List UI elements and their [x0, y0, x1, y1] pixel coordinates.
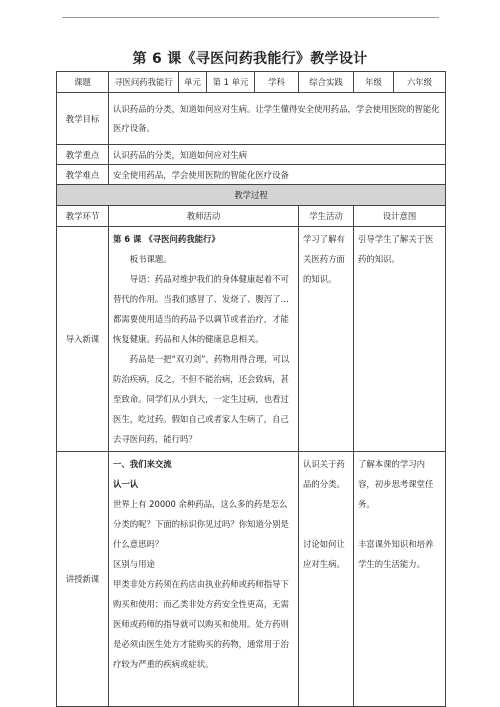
intro-heading: 第 6 课 《寻医问药我能行》 — [113, 234, 220, 244]
unit-label: 单元 — [179, 72, 207, 93]
lecture-intent — [354, 452, 446, 707]
goal-text: 认识药品的分类，知道如何应对生病。让学生懂得安全使用药品，学会使用医院的智能化医疗设备。 — [109, 93, 446, 145]
grade-label: 年级 — [354, 72, 394, 93]
grade-value: 六年级 — [394, 72, 446, 93]
lecture-intent-2: 丰富课外知识和培养学生的生活能力。 — [358, 539, 434, 569]
col-intent: 设计意图 — [354, 206, 446, 227]
subject-label: 学科 — [255, 72, 299, 93]
intro-row — [57, 227, 446, 452]
process-header: 教学过程 — [57, 185, 446, 206]
key-text: 认识药品的分类，知道如何应对生病 — [109, 145, 446, 165]
lecture-student-1: 认识关于药品的分类。 — [303, 459, 345, 489]
topic-value: 寻医问药我能行 — [109, 72, 179, 93]
topic-label: 课题 — [57, 72, 109, 93]
lecture-p1: 世界上有 20000 余种药品，这么多的药是怎么分类的呢？下面的标识你见过吗？你知道分别是什么意思吗？ — [113, 499, 289, 549]
lecture-section: 一、我们来交流 — [113, 459, 172, 469]
lecture-row — [57, 452, 446, 707]
difficulty-row — [57, 165, 446, 185]
process-header-row — [57, 185, 446, 206]
lecture-intent-1: 了解本课的学习内容，初步思考课堂任务。 — [358, 459, 434, 509]
intro-p3: 药品是一把“双刃剑”，药物用得合理，可以防治疾病，反之，不但不能治病，还会致病，甚至致命。同学们从小到大，一定生过病，也看过医生，吃过药。假如自己或者家人生病了，自己去寻医问药，能行吗？ — [113, 354, 290, 444]
info-row — [57, 72, 446, 93]
goal-label: 教学目标 — [57, 93, 109, 145]
intro-student: 学习了解有关医药方面的知识。 — [299, 227, 354, 452]
lecture-sub: 认一认 — [113, 479, 139, 489]
lecture-teacher — [109, 452, 299, 707]
key-label: 教学重点 — [57, 145, 109, 165]
lecture-student — [299, 452, 354, 707]
intro-intent: 引导学生了解关于医药的知识。 — [354, 227, 446, 452]
subject-value: 综合实践 — [299, 72, 354, 93]
page-title: 第 6 课《寻医问药我能行》教学设计 — [132, 51, 368, 67]
lecture-student-2: 讨论如何让应对生病。 — [303, 539, 345, 569]
lecture-p3: 甲类非处方药须在药店由执业药师或药师指导下购买和使用；而乙类非处方药安全性更高，无需医师或药师的指导就可以购买和使用。处方药则是必须由医生处方才能购买的药物，通常用于治疗较为严重的疾病或症状。 — [113, 579, 289, 669]
intro-stage: 导入新课 — [57, 227, 109, 452]
col-teacher: 教师活动 — [109, 206, 299, 227]
col-stage: 教学环节 — [57, 206, 109, 227]
difficulty-text: 安全使用药品，学会使用医院的智能化医疗设备 — [109, 165, 446, 185]
intro-teacher — [109, 227, 299, 452]
intro-p2: 导语：药品对维护我们的身体健康起着不可替代的作用。当我们感冒了、发烧了、腹泻了…都需要使用适当的药品予以调节或者治疗，才能恢复健康。药品和人体的健康息息相关。 — [113, 274, 289, 344]
column-header-row — [57, 206, 446, 227]
lecture-p2: 区别与用途 — [113, 559, 155, 569]
unit-value: 第 1 单元 — [207, 72, 255, 93]
goal-row — [57, 93, 446, 145]
col-student: 学生活动 — [299, 206, 354, 227]
difficulty-label: 教学难点 — [57, 165, 109, 185]
lesson-plan-table — [56, 71, 446, 707]
lecture-stage: 讲授新课 — [57, 452, 109, 707]
intro-p1: 板书课题。 — [129, 254, 172, 264]
key-row — [57, 145, 446, 165]
header-rule — [62, 17, 439, 18]
